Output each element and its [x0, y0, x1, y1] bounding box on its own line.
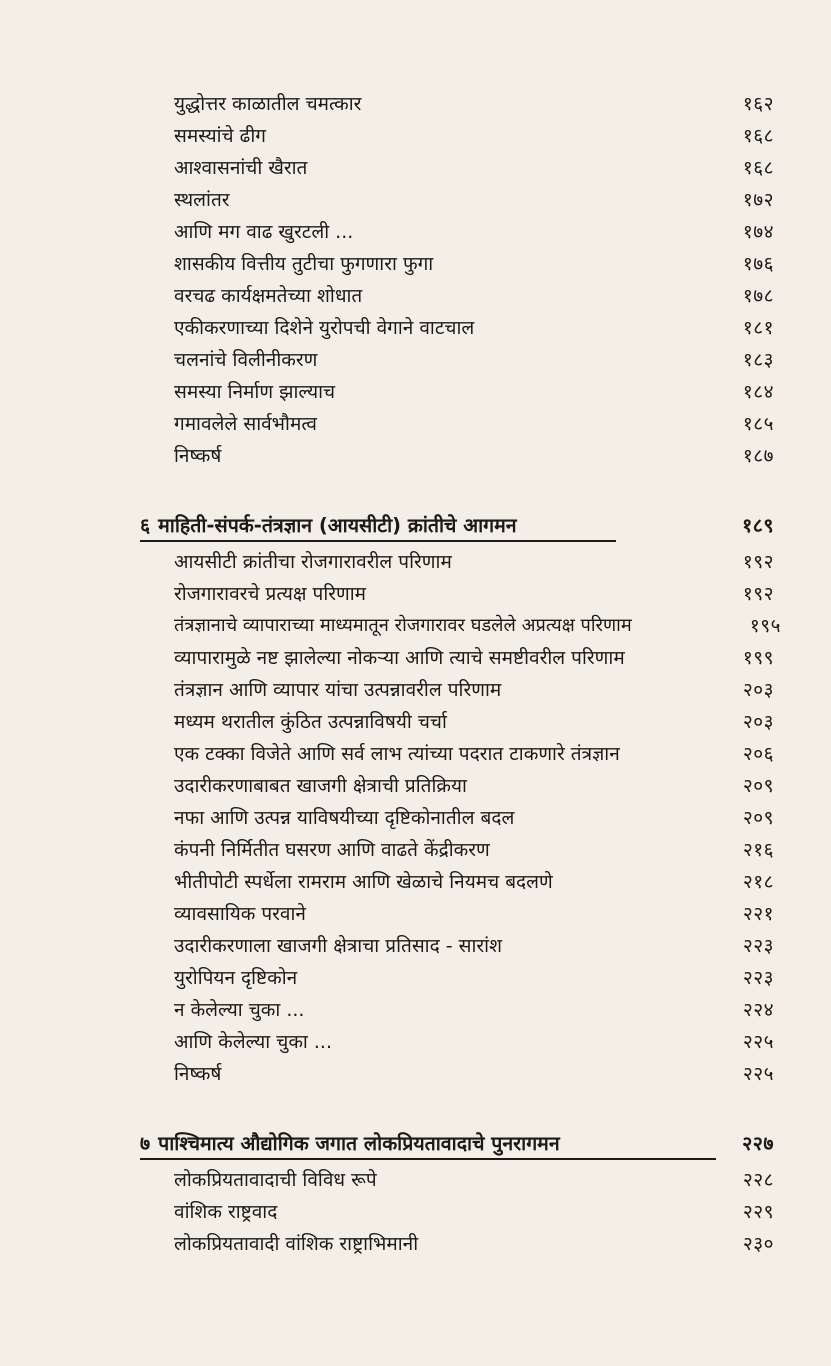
- toc-entry-title: न केलेल्या चुका ...: [174, 999, 305, 1021]
- toc-entry-page: १९९: [742, 647, 774, 669]
- toc-entry-page: १७६: [742, 253, 774, 275]
- toc-entry-page: १८३: [742, 349, 774, 371]
- toc-entry: [174, 308, 774, 340]
- toc-entry: [174, 670, 774, 702]
- toc-entry: [174, 1160, 774, 1192]
- toc-entry: [174, 638, 774, 670]
- toc-entry-page: २२९: [742, 1201, 774, 1223]
- toc-entry-page: १९५: [749, 615, 781, 637]
- toc-entry: [174, 1054, 774, 1086]
- toc-entry-title: नफा आणि उत्पन्न याविषयीच्या दृष्टिकोनातील बदल: [174, 807, 515, 829]
- toc-entry-page: २२५: [742, 1031, 774, 1053]
- toc-entry: [174, 84, 774, 116]
- toc-entry-title: वरचढ कार्यक्षमतेच्या शोधात: [174, 285, 363, 307]
- toc-entry-page: १८५: [742, 413, 774, 435]
- toc-entry-title: एक टक्का विजेते आणि सर्व लाभ त्यांच्या पदरात टाकणारे तंत्रज्ञान: [174, 743, 620, 765]
- toc-entry-title: गमावलेले सार्वभौमत्व: [174, 413, 317, 435]
- toc-entry-title: युरोपियन दृष्टिकोन: [174, 967, 298, 989]
- toc-entry-page: १७४: [742, 221, 774, 243]
- toc-entry-title: शासकीय वित्तीय तुटीचा फुगणारा फुगा: [174, 253, 434, 275]
- chapter-heading: [140, 506, 774, 538]
- toc-entry: [174, 766, 774, 798]
- toc-entry-page: १९२: [742, 583, 774, 605]
- toc-entry: [174, 798, 774, 830]
- toc-entry-page: २२४: [742, 999, 774, 1021]
- toc-entry: [174, 276, 774, 308]
- toc-entry-title: व्यापारामुळे नष्ट झालेल्या नोकऱ्या आणि त्याचे समष्टीवरील परिणाम: [174, 647, 625, 669]
- toc-entry-page: १७८: [742, 285, 774, 307]
- toc-entry: [174, 606, 781, 638]
- toc-entry: [174, 926, 774, 958]
- chapter-number: ७: [140, 1132, 151, 1155]
- toc-entry-title: चलनांचे विलीनीकरण: [174, 349, 318, 371]
- toc-entry-page: १९२: [742, 551, 774, 573]
- toc-entry-title: तंत्रज्ञान आणि व्यापार यांचा उत्पन्नावरील परिणाम: [174, 679, 502, 701]
- toc-entry-page: १७२: [742, 189, 774, 211]
- toc-entry: [174, 830, 774, 862]
- toc-entry: [174, 542, 774, 574]
- toc-entry-title: आश्वासनांची खैरात: [174, 157, 308, 179]
- toc-entry-title: व्यावसायिक परवाने: [174, 903, 306, 925]
- chapter-page: १८९: [742, 514, 774, 537]
- chapter-heading: [140, 1124, 774, 1156]
- toc-entry-page: २३०: [742, 1233, 774, 1255]
- toc-entry: [174, 894, 774, 926]
- toc-entry-page: १६८: [742, 125, 774, 147]
- chapter-number: ६: [140, 514, 151, 537]
- toc-entry: [174, 1022, 774, 1054]
- toc-entry: [174, 990, 774, 1022]
- toc-entry-title: आणि केलेल्या चुका ...: [174, 1031, 332, 1053]
- toc-entry-page: २२३: [742, 935, 774, 957]
- toc-entry-page: २२८: [742, 1169, 774, 1191]
- toc-entry-title: कंपनी निर्मितीत घसरण आणि वाढते केंद्रीकरण: [174, 839, 490, 861]
- toc-entry: [174, 574, 774, 606]
- toc-entry-page: २०३: [742, 679, 774, 701]
- toc-entry-title: एकीकरणाच्या दिशेने युरोपची वेगाने वाटचाल: [174, 317, 475, 339]
- toc-entry-title: समस्यांचे ढीग: [174, 125, 266, 147]
- toc-entry: [174, 734, 774, 766]
- toc-entry-title: भीतीपोटी स्पर्धेला रामराम आणि खेळाचे नियमच बदलणे: [174, 871, 553, 893]
- toc-entry-page: २०३: [742, 711, 774, 733]
- chapter-title: माहिती-संपर्क-तंत्रज्ञान (आयसीटी) क्रांतीचे आगमन: [158, 514, 517, 537]
- toc-entry-title: आयसीटी क्रांतीचा रोजगारावरील परिणाम: [174, 551, 452, 573]
- toc-entry: [174, 1192, 774, 1224]
- toc-entry-page: २२३: [742, 967, 774, 989]
- toc-entry-title: निष्कर्ष: [174, 1063, 222, 1085]
- toc-entry: [174, 340, 774, 372]
- toc-entry: [174, 372, 774, 404]
- toc-entry-title: उदारीकरणाला खाजगी क्षेत्राचा प्रतिसाद - सारांश: [174, 935, 502, 957]
- toc-entry-title: स्थलांतर: [174, 189, 230, 211]
- toc-entry-page: २२१: [742, 903, 774, 925]
- toc-entry-page: २२५: [742, 1063, 774, 1085]
- toc-entry-title: लोकप्रियतावादी वांशिक राष्ट्राभिमानी: [174, 1233, 419, 1255]
- chapter-title-wrap: [140, 514, 517, 538]
- toc-entry: [174, 148, 774, 180]
- toc-entry: [174, 436, 774, 468]
- toc-entry-page: २०९: [742, 775, 774, 797]
- toc-entry: [174, 116, 774, 148]
- chapter-title: पाश्चिमात्य औद्योगिक जगात लोकप्रियतावादाचे पुनरागमन: [158, 1132, 560, 1155]
- toc-entry: [174, 958, 774, 990]
- toc-entry-page: २०६: [742, 743, 774, 765]
- chapter-page: २२७: [742, 1132, 774, 1155]
- toc-entry-title: समस्या निर्माण झाल्याच: [174, 381, 336, 403]
- toc-entry-title: वांशिक राष्ट्रवाद: [174, 1201, 278, 1223]
- toc-entry: [174, 212, 774, 244]
- toc-entry-title: तंत्रज्ञानाचे व्यापाराच्या माध्यमातून रोजगारावर घडलेले अप्रत्यक्ष परिणाम: [174, 615, 632, 636]
- toc-entry-title: युद्धोत्तर काळातील चमत्कार: [174, 93, 362, 115]
- toc-entry-title: मध्यम थरातील कुंठित उत्पन्नाविषयी चर्चा: [174, 711, 447, 733]
- toc-entry-page: २१८: [742, 871, 774, 893]
- toc-entry-page: १८१: [742, 317, 774, 339]
- toc-entry: [174, 1224, 774, 1256]
- toc-entry-page: २०९: [742, 807, 774, 829]
- toc-entry-title: उदारीकरणाबाबत खाजगी क्षेत्राची प्रतिक्रिया: [174, 775, 467, 797]
- toc-entry-title: लोकप्रियतावादाची विविध रूपे: [174, 1169, 377, 1191]
- toc-entry: [174, 404, 774, 436]
- toc-entry-title: रोजगारावरचे प्रत्यक्ष परिणाम: [174, 583, 367, 605]
- toc-entry-title: निष्कर्ष: [174, 445, 222, 467]
- toc-entry-page: १८४: [742, 381, 774, 403]
- toc-entry-title: आणि मग वाढ खुरटली ...: [174, 221, 354, 243]
- toc-entry: [174, 702, 774, 734]
- chapter-title-wrap: [140, 1132, 560, 1156]
- toc-entry: [174, 180, 774, 212]
- toc-entry-page: १६२: [742, 93, 774, 115]
- toc-entry: [174, 862, 774, 894]
- toc-entry-page: १८७: [742, 445, 774, 467]
- toc-entry: [174, 244, 774, 276]
- toc-entry-page: १६८: [742, 157, 774, 179]
- toc-entry-page: २१६: [742, 839, 774, 861]
